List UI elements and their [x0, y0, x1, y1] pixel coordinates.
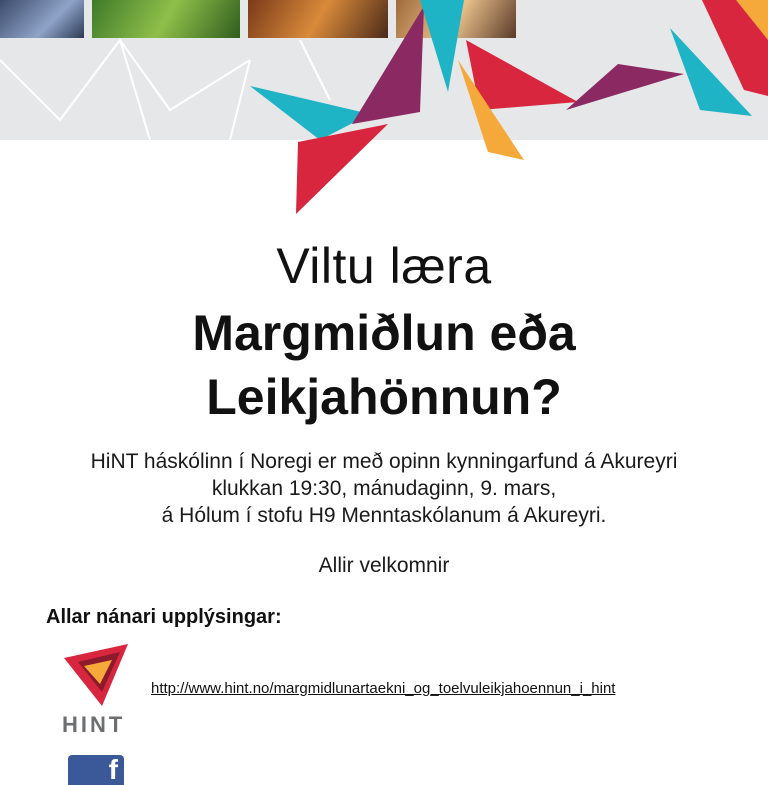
body-text-line-1: HiNT háskólinn í Noregi er með opinn kynningarfund á Akureyri [90, 450, 678, 473]
facebook-icon[interactable]: f [68, 755, 124, 785]
welcome-text: Allir velkomnir [318, 554, 450, 577]
headline-line-2: Margmiðlun eða [192, 305, 576, 361]
decorative-shapes [0, 0, 768, 220]
headline-line-1: Viltu læra [276, 238, 492, 294]
hint-logo-text: HINT [62, 712, 126, 737]
purple-shape-right [566, 64, 684, 110]
body-text-line-2: klukkan 19:30, mánudaginn, 9. mars, [211, 477, 557, 500]
outline-lines [0, 40, 330, 140]
body-text-line-3: á Hólum í stofu H9 Menntaskólanum á Akureyri. [161, 504, 607, 527]
teal-shape-center [420, 0, 464, 92]
headline-line-3: Leikjahönnun? [206, 369, 562, 425]
red-shape-bottom [296, 124, 388, 214]
purple-shape-center [352, 6, 424, 124]
info-heading: Allar nánari upplýsingar: [46, 606, 282, 628]
hint-website-link[interactable]: http://www.hint.no/margmidlunartaekni_og_toelvuleikjahoennun_i_hint [151, 680, 616, 697]
